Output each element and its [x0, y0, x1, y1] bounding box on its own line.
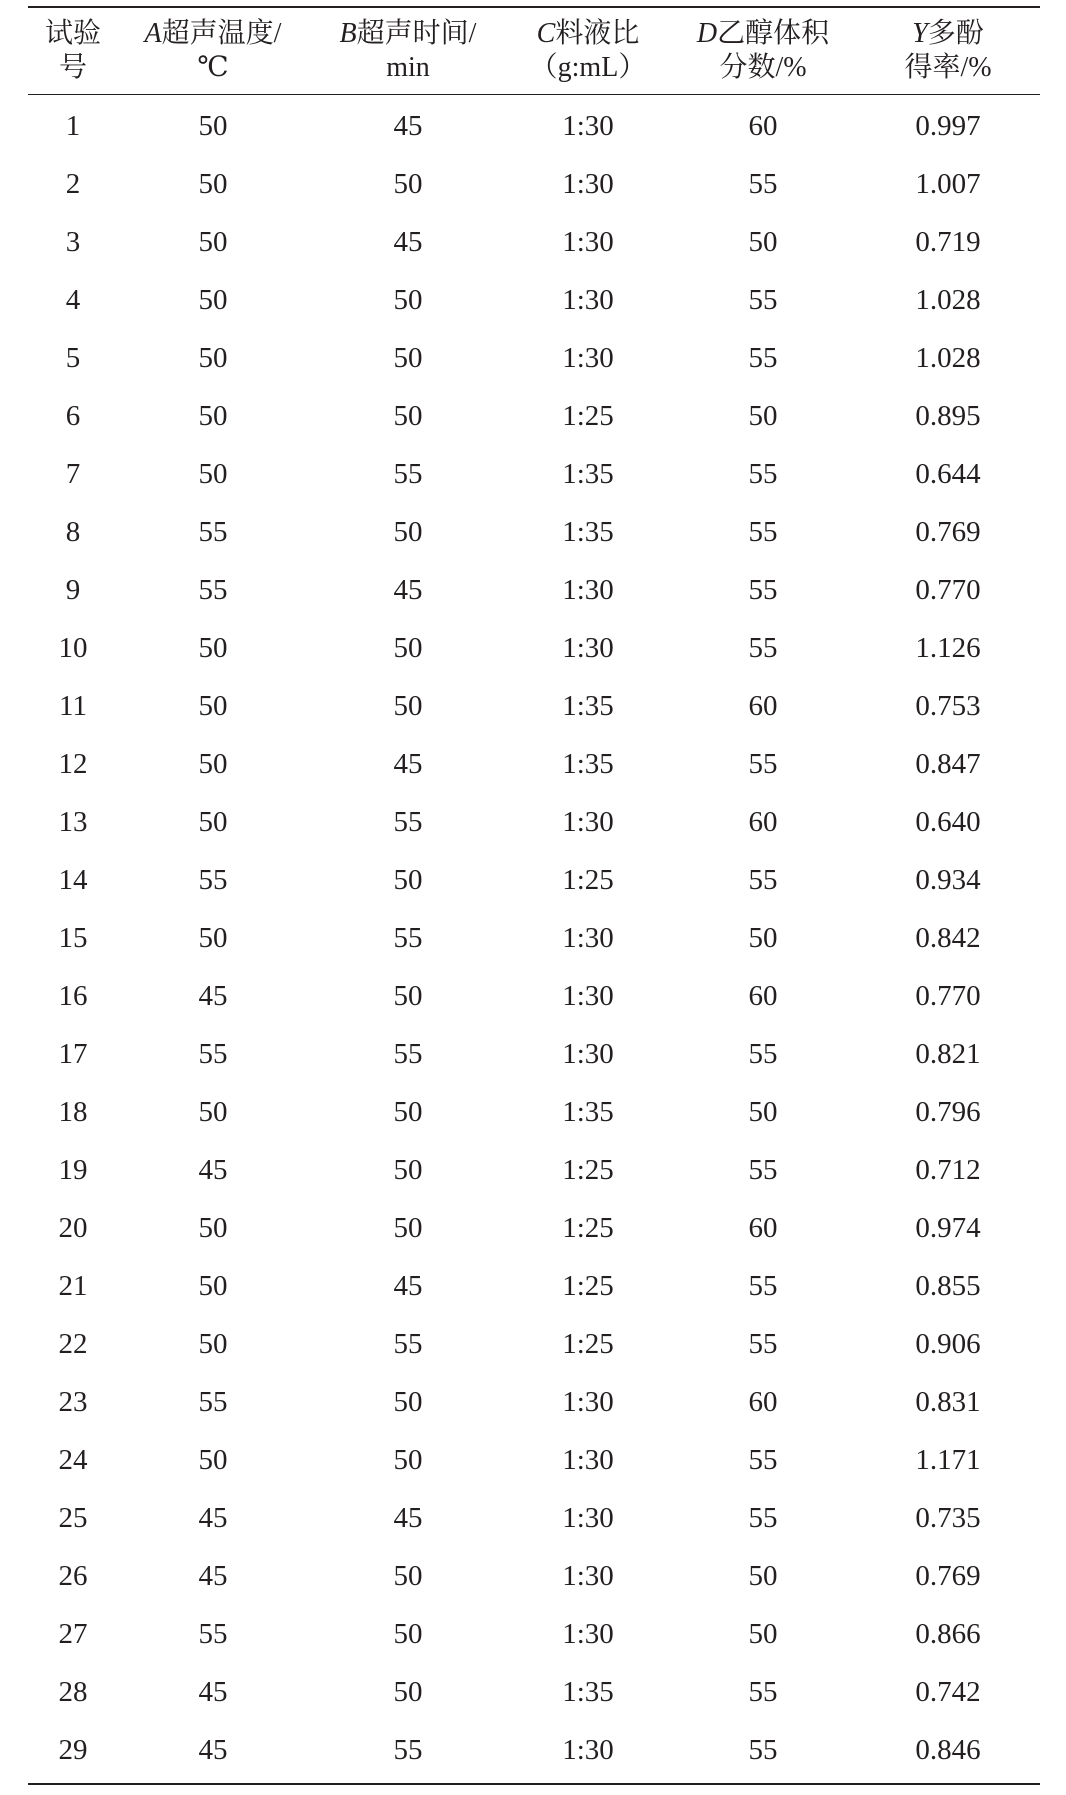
trial-number-cell: 3 [65, 225, 81, 258]
yield-cell: 0.831 [915, 1385, 981, 1418]
ethanol-cell: 60 [748, 1211, 778, 1244]
table-row [28, 387, 1040, 445]
temperature-cell: 50 [198, 341, 228, 374]
table-row [28, 967, 1040, 1025]
bottom-rule [28, 1783, 1040, 1785]
table-row [28, 909, 1040, 967]
yield-cell: 0.866 [915, 1617, 981, 1650]
trial-number-cell: 8 [65, 515, 81, 548]
ratio-cell: 1:30 [562, 1501, 614, 1534]
ethanol-cell: 55 [748, 1153, 778, 1186]
ratio-cell: 1:30 [562, 109, 614, 142]
ethanol-cell: 55 [748, 283, 778, 316]
ethanol-cell: 60 [748, 805, 778, 838]
temperature-cell: 55 [198, 515, 228, 548]
trial-number-cell: 22 [58, 1327, 88, 1360]
time-cell: 55 [393, 805, 423, 838]
table-row [28, 503, 1040, 561]
ethanol-cell: 55 [748, 863, 778, 896]
trial-number-cell: 12 [58, 747, 88, 780]
temperature-cell: 55 [198, 1037, 228, 1070]
yield-cell: 1.028 [915, 283, 981, 316]
ratio-cell: 1:30 [562, 979, 614, 1012]
ethanol-cell: 55 [748, 747, 778, 780]
temperature-cell: 55 [198, 1617, 228, 1650]
ethanol-cell: 55 [748, 457, 778, 490]
ratio-cell: 1:30 [562, 805, 614, 838]
ethanol-cell: 50 [748, 1559, 778, 1592]
trial-number-cell: 17 [58, 1037, 88, 1070]
trial-number-cell: 10 [58, 631, 88, 664]
time-cell: 45 [393, 109, 423, 142]
ethanol-cell: 60 [748, 689, 778, 722]
ratio-cell: 1:30 [562, 573, 614, 606]
temperature-cell: 50 [198, 457, 228, 490]
ratio-cell: 1:25 [562, 399, 614, 432]
table-row [28, 1025, 1040, 1083]
table-row [28, 1373, 1040, 1431]
header-polyphenol-yield: Y多酚 得率/% [904, 18, 992, 83]
time-cell: 50 [393, 341, 423, 374]
yield-cell: 1.007 [915, 167, 981, 200]
ratio-cell: 1:25 [562, 1153, 614, 1186]
ethanol-cell: 55 [748, 341, 778, 374]
trial-number-cell: 11 [59, 689, 87, 722]
temperature-cell: 50 [198, 1269, 228, 1302]
trial-number-cell: 16 [58, 979, 88, 1012]
time-cell: 45 [393, 1501, 423, 1534]
ratio-cell: 1:30 [562, 1385, 614, 1418]
ethanol-cell: 50 [748, 399, 778, 432]
temperature-cell: 50 [198, 1095, 228, 1128]
ratio-cell: 1:35 [562, 515, 614, 548]
temperature-cell: 45 [198, 1559, 228, 1592]
ethanol-cell: 55 [748, 631, 778, 664]
table-row [28, 1083, 1040, 1141]
temperature-cell: 50 [198, 109, 228, 142]
ratio-cell: 1:35 [562, 1675, 614, 1708]
trial-number-cell: 21 [58, 1269, 88, 1302]
ethanol-cell: 50 [748, 225, 778, 258]
time-cell: 45 [393, 1269, 423, 1302]
table-row [28, 735, 1040, 793]
time-cell: 50 [393, 283, 423, 316]
ethanol-cell: 55 [748, 515, 778, 548]
temperature-cell: 45 [198, 1153, 228, 1186]
time-cell: 50 [393, 515, 423, 548]
time-cell: 50 [393, 689, 423, 722]
ethanol-cell: 55 [748, 1733, 778, 1766]
ethanol-cell: 60 [748, 1385, 778, 1418]
time-cell: 50 [393, 1095, 423, 1128]
ethanol-cell: 55 [748, 1037, 778, 1070]
yield-cell: 0.753 [915, 689, 981, 722]
time-cell: 55 [393, 921, 423, 954]
trial-number-cell: 15 [58, 921, 88, 954]
time-cell: 50 [393, 1385, 423, 1418]
time-cell: 55 [393, 457, 423, 490]
ratio-cell: 1:30 [562, 1617, 614, 1650]
ethanol-cell: 55 [748, 573, 778, 606]
data-table [28, 6, 1040, 1785]
trial-number-cell: 7 [65, 457, 81, 490]
trial-number-cell: 6 [65, 399, 81, 432]
yield-cell: 0.742 [915, 1675, 981, 1708]
table-row [28, 329, 1040, 387]
ratio-cell: 1:30 [562, 1733, 614, 1766]
trial-number-cell: 24 [58, 1443, 88, 1476]
ratio-cell: 1:30 [562, 1559, 614, 1592]
yield-cell: 0.974 [915, 1211, 981, 1244]
trial-number-cell: 29 [58, 1733, 88, 1766]
yield-cell: 0.712 [915, 1153, 981, 1186]
header-ultrasonic-temperature: A超声温度/ ℃ [144, 18, 282, 83]
temperature-cell: 50 [198, 1443, 228, 1476]
temperature-cell: 45 [198, 1733, 228, 1766]
trial-number-cell: 1 [65, 109, 81, 142]
trial-number-cell: 2 [65, 167, 81, 200]
yield-cell: 0.735 [915, 1501, 981, 1534]
table-row [28, 677, 1040, 735]
time-cell: 50 [393, 863, 423, 896]
trial-number-cell: 4 [65, 283, 81, 316]
time-cell: 50 [393, 1617, 423, 1650]
trial-number-cell: 9 [65, 573, 81, 606]
temperature-cell: 50 [198, 167, 228, 200]
table-row [28, 1663, 1040, 1721]
temperature-cell: 50 [198, 225, 228, 258]
ratio-cell: 1:25 [562, 1211, 614, 1244]
ratio-cell: 1:25 [562, 1269, 614, 1302]
header-ultrasonic-time: B超声时间/ min [339, 18, 477, 83]
yield-cell: 0.769 [915, 1559, 981, 1592]
trial-number-cell: 5 [65, 341, 81, 374]
temperature-cell: 45 [198, 1501, 228, 1534]
yield-cell: 1.028 [915, 341, 981, 374]
temperature-cell: 50 [198, 631, 228, 664]
table-row [28, 1431, 1040, 1489]
table-row [28, 1141, 1040, 1199]
time-cell: 45 [393, 747, 423, 780]
trial-number-cell: 19 [58, 1153, 88, 1186]
time-cell: 50 [393, 1675, 423, 1708]
time-cell: 50 [393, 1153, 423, 1186]
temperature-cell: 50 [198, 805, 228, 838]
table-row [28, 793, 1040, 851]
ratio-cell: 1:30 [562, 631, 614, 664]
yield-cell: 0.855 [915, 1269, 981, 1302]
ratio-cell: 1:30 [562, 921, 614, 954]
yield-cell: 0.906 [915, 1327, 981, 1360]
yield-cell: 0.796 [915, 1095, 981, 1128]
ratio-cell: 1:35 [562, 747, 614, 780]
trial-number-cell: 18 [58, 1095, 88, 1128]
temperature-cell: 55 [198, 1385, 228, 1418]
temperature-cell: 50 [198, 1327, 228, 1360]
yield-cell: 0.769 [915, 515, 981, 548]
trial-number-cell: 20 [58, 1211, 88, 1244]
table-row [28, 1547, 1040, 1605]
table-row [28, 1199, 1040, 1257]
ratio-cell: 1:30 [562, 283, 614, 316]
table-header [28, 8, 1040, 94]
ratio-cell: 1:35 [562, 689, 614, 722]
ratio-cell: 1:25 [562, 1327, 614, 1360]
ethanol-cell: 55 [748, 1443, 778, 1476]
time-cell: 55 [393, 1733, 423, 1766]
ethanol-cell: 50 [748, 1095, 778, 1128]
ratio-cell: 1:25 [562, 863, 614, 896]
time-cell: 50 [393, 1559, 423, 1592]
table-row [28, 1257, 1040, 1315]
yield-cell: 0.640 [915, 805, 981, 838]
table-row [28, 619, 1040, 677]
table-row [28, 1605, 1040, 1663]
ethanol-cell: 60 [748, 979, 778, 1012]
yield-cell: 0.847 [915, 747, 981, 780]
ethanol-cell: 50 [748, 921, 778, 954]
yield-cell: 0.821 [915, 1037, 981, 1070]
trial-number-cell: 25 [58, 1501, 88, 1534]
time-cell: 55 [393, 1327, 423, 1360]
header-ethanol-fraction: D乙醇体积 分数/% [696, 18, 830, 83]
temperature-cell: 50 [198, 689, 228, 722]
table-row [28, 271, 1040, 329]
yield-cell: 0.644 [915, 457, 981, 490]
temperature-cell: 50 [198, 283, 228, 316]
ethanol-cell: 55 [748, 1501, 778, 1534]
temperature-cell: 45 [198, 979, 228, 1012]
temperature-cell: 50 [198, 747, 228, 780]
trial-number-cell: 27 [58, 1617, 88, 1650]
ratio-cell: 1:30 [562, 1443, 614, 1476]
yield-cell: 0.842 [915, 921, 981, 954]
header-solid-liquid-ratio: C料液比 （g:mL） [529, 18, 647, 83]
ethanol-cell: 55 [748, 1675, 778, 1708]
ratio-cell: 1:35 [562, 457, 614, 490]
ratio-cell: 1:30 [562, 167, 614, 200]
yield-cell: 0.934 [915, 863, 981, 896]
trial-number-cell: 26 [58, 1559, 88, 1592]
table-row [28, 445, 1040, 503]
trial-number-cell: 28 [58, 1675, 88, 1708]
time-cell: 50 [393, 167, 423, 200]
table-row [28, 1315, 1040, 1373]
temperature-cell: 45 [198, 1675, 228, 1708]
table-row [28, 1489, 1040, 1547]
temperature-cell: 55 [198, 573, 228, 606]
table-row [28, 155, 1040, 213]
trial-number-cell: 13 [58, 805, 88, 838]
temperature-cell: 50 [198, 399, 228, 432]
ratio-cell: 1:30 [562, 341, 614, 374]
yield-cell: 0.770 [915, 573, 981, 606]
temperature-cell: 55 [198, 863, 228, 896]
ratio-cell: 1:35 [562, 1095, 614, 1128]
header-trial-number: 试验 号 [44, 18, 101, 83]
table-row [28, 213, 1040, 271]
trial-number-cell: 23 [58, 1385, 88, 1418]
time-cell: 50 [393, 631, 423, 664]
time-cell: 50 [393, 1211, 423, 1244]
yield-cell: 1.171 [915, 1443, 981, 1476]
yield-cell: 0.770 [915, 979, 981, 1012]
time-cell: 50 [393, 1443, 423, 1476]
time-cell: 50 [393, 979, 423, 1012]
ratio-cell: 1:30 [562, 225, 614, 258]
time-cell: 55 [393, 1037, 423, 1070]
ethanol-cell: 55 [748, 1269, 778, 1302]
table-row [28, 561, 1040, 619]
temperature-cell: 50 [198, 921, 228, 954]
table-row [28, 97, 1040, 155]
trial-number-cell: 14 [58, 863, 88, 896]
ethanol-cell: 50 [748, 1617, 778, 1650]
yield-cell: 0.719 [915, 225, 981, 258]
time-cell: 50 [393, 399, 423, 432]
table-body [28, 95, 1040, 1783]
yield-cell: 1.126 [915, 631, 981, 664]
ratio-cell: 1:30 [562, 1037, 614, 1070]
table-row [28, 851, 1040, 909]
time-cell: 45 [393, 573, 423, 606]
yield-cell: 0.997 [915, 109, 981, 142]
temperature-cell: 50 [198, 1211, 228, 1244]
ethanol-cell: 60 [748, 109, 778, 142]
ethanol-cell: 55 [748, 167, 778, 200]
yield-cell: 0.895 [915, 399, 981, 432]
yield-cell: 0.846 [915, 1733, 981, 1766]
time-cell: 45 [393, 225, 423, 258]
ethanol-cell: 55 [748, 1327, 778, 1360]
table-row [28, 1721, 1040, 1779]
